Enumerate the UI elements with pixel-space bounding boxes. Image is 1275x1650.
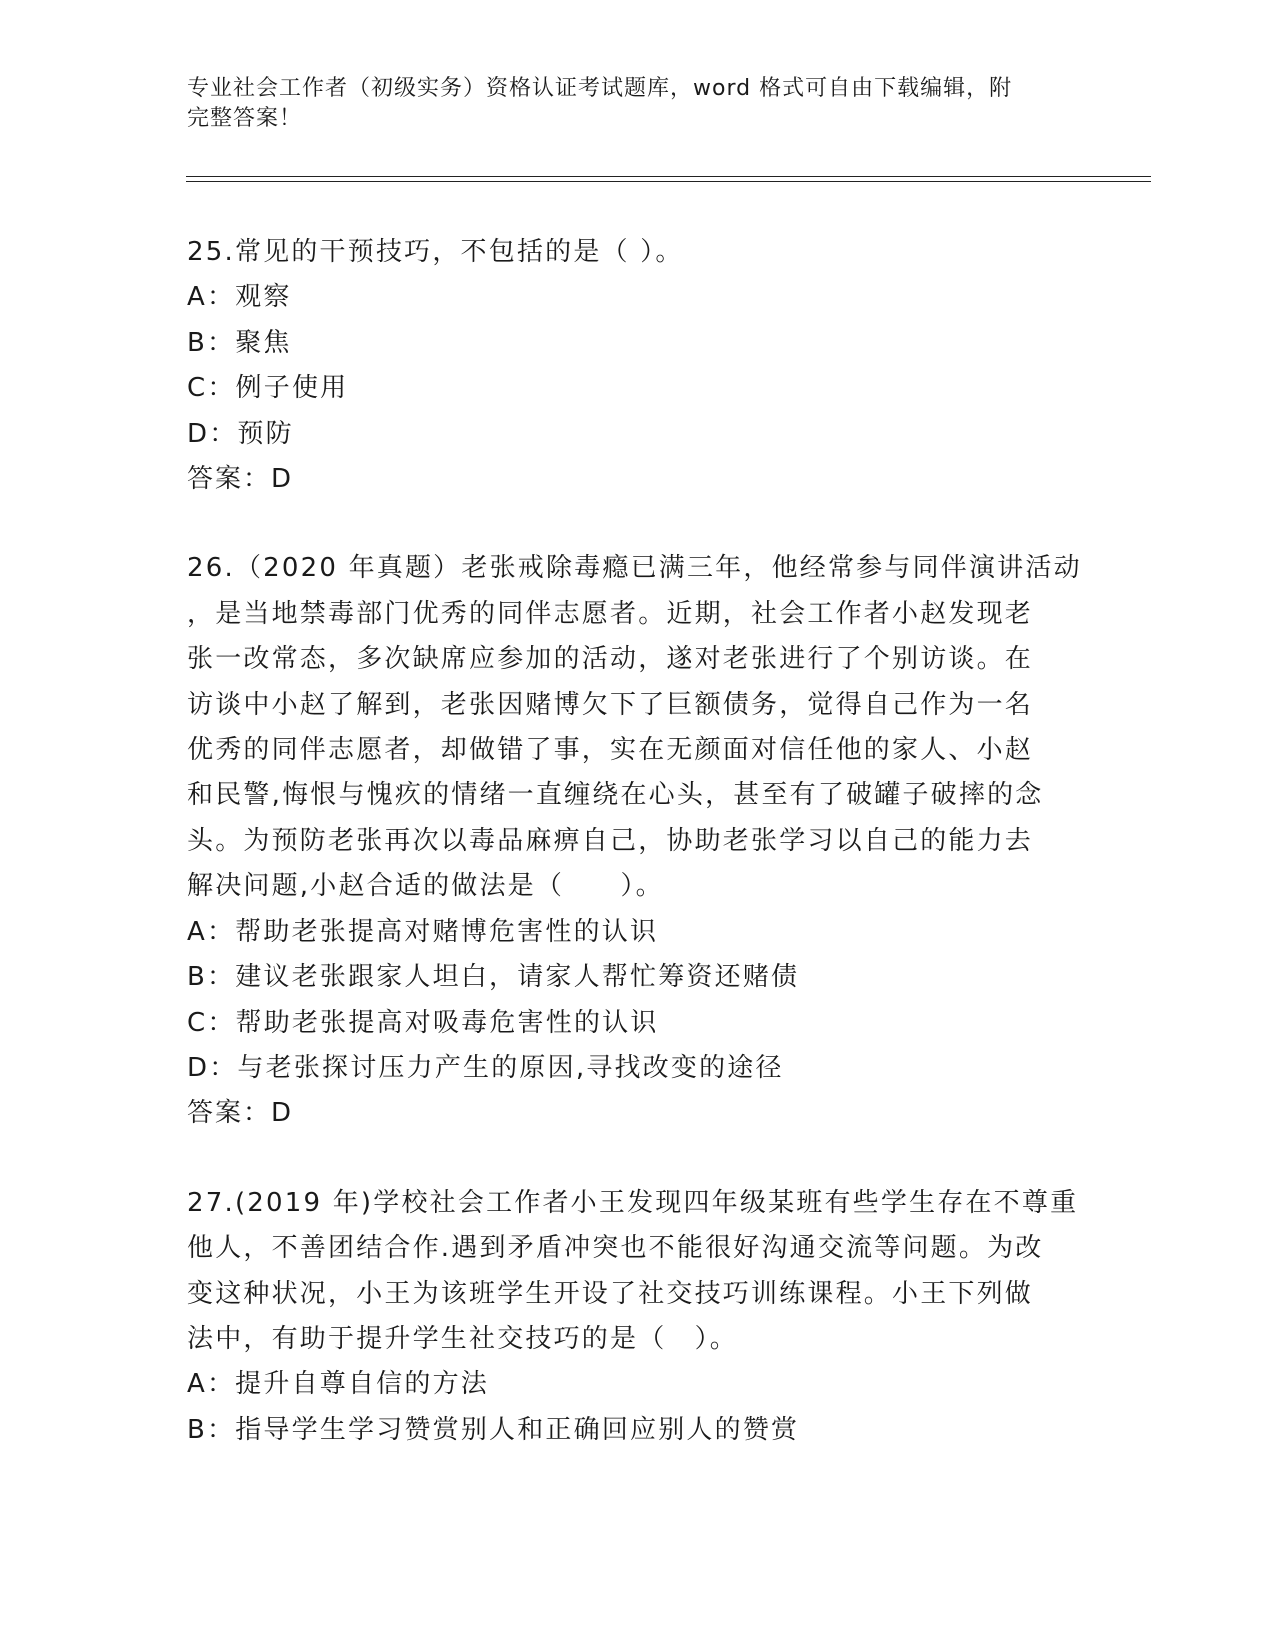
option-c: C：帮助老张提高对吸毒危害性的认识 — [187, 1007, 659, 1038]
question-stem-line: 他人，不善团结合作.遇到矛盾冲突也不能很好沟通交流等问题。为改 — [187, 1233, 1044, 1264]
question-stem-line: 张一改常态，多次缺席应参加的活动，遂对老张进行了个别访谈。在 — [187, 644, 1034, 675]
option-a: A：提升自尊自信的方法 — [187, 1369, 489, 1400]
option-b: B：建议老张跟家人坦白，请家人帮忙筹资还赌债 — [187, 962, 800, 993]
question-stem-line: 访谈中小赵了解到，老张因赌博欠下了巨额债务，觉得自己作为一名 — [187, 689, 1034, 720]
option-b: B：指导学生学习赞赏别人和正确回应别人的赞赏 — [187, 1414, 800, 1445]
option-a: A：帮助老张提高对赌博危害性的认识 — [187, 916, 659, 947]
question-stem-line: 27.(2019 年)学校社会工作者小王发现四年级某班有些学生存在不尊重 — [187, 1187, 1079, 1218]
question-stem-line: 头。为预防老张再次以毒品麻痹自己，协助老张学习以自己的能力去 — [187, 825, 1034, 856]
question-stem-line: 26.（2020 年真题）老张戒除毒瘾已满三年，他经常参与同伴演讲活动 — [187, 553, 1082, 584]
question-stem-line: 法中，有助于提升学生社交技巧的是（ ）。 — [187, 1323, 739, 1354]
question-25 — [187, 230, 1087, 502]
option-a: A：观察 — [187, 282, 292, 313]
question-stem-line: 解决问题,小赵合适的做法是（ ）。 — [187, 871, 664, 902]
question-stem-line: 25.常见的干预技巧，不包括的是（ ）。 — [187, 237, 684, 267]
question-stem-line: 和民警,悔恨与愧疚的情绪一直缠绕在心头，甚至有了破罐子破摔的念 — [187, 780, 1044, 811]
option-b: B：聚焦 — [187, 327, 292, 358]
header-divider — [186, 176, 1151, 182]
answer-line: 答案：D — [187, 464, 294, 495]
question-27 — [187, 1181, 1087, 1453]
question-stem-line: 变这种状况，小王为该班学生开设了社交技巧训练课程。小王下列做 — [187, 1278, 1034, 1309]
option-d: D：预防 — [187, 418, 294, 449]
answer-line: 答案：D — [187, 1098, 294, 1129]
question-stem-line: 优秀的同伴志愿者，却做错了事，实在无颜面对信任他的家人、小赵 — [187, 735, 1034, 766]
question-stem-line: ，是当地禁毒部门优秀的同伴志愿者。近期，社会工作者小赵发现老 — [187, 598, 1034, 629]
option-d: D：与老张探讨压力产生的原因,寻找改变的途径 — [187, 1052, 784, 1083]
question-list — [187, 230, 1087, 1497]
question-26 — [187, 546, 1087, 1136]
header-line-2: 完整答案！ — [187, 106, 303, 131]
page-header — [187, 74, 1067, 134]
header-line-1: 专业社会工作者（初级实务）资格认证考试题库，word 格式可自由下载编辑，附 — [187, 76, 1013, 101]
option-c: C：例子使用 — [187, 373, 349, 404]
